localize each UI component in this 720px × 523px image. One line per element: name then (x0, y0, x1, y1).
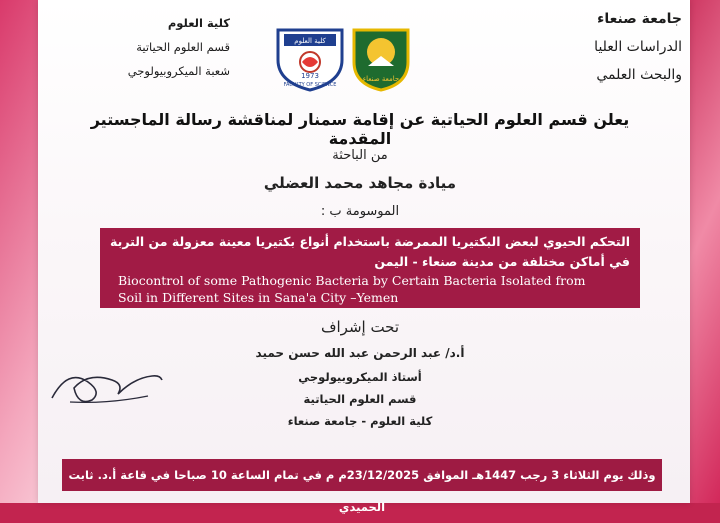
thesis-title-en-2: Soil in Different Sites in Sana'a City –Yemen (118, 290, 399, 305)
scientific-research: والبحث العلمي (596, 67, 682, 83)
faculty-of-science-logo (272, 26, 348, 96)
from-label: من الباحثة (332, 148, 388, 163)
thesis-title-ar-1: التحكم الحيوي لبعض البكتيريا الممرضة باستخدام أنواع بكتيريا معينة معزولة من التربة (110, 234, 630, 249)
logo-university-text: جامعة صنعاء (362, 75, 400, 83)
logo-year: 1973 (301, 72, 319, 80)
thesis-title-en-1: Biocontrol of some Pathogenic Bacteria by Certain Bacteria Isolated from (118, 273, 586, 288)
thesis-title-banner (100, 228, 640, 308)
announcement-heading: يعلن قسم العلوم الحياتية عن إقامة سمنار لمناقشة رسالة الماجستير المقدمة (90, 110, 630, 148)
faculty-name: كلية العلوم (167, 16, 230, 30)
titled-label: الموسومة ب : (320, 204, 400, 219)
sanaa-university-logo (350, 26, 412, 96)
supervisor-department: قسم العلوم الحياتية (303, 392, 417, 406)
logo-top-text: كلية العلوم (294, 37, 326, 45)
event-date-footer: وذلك يوم الثلاثاء 3 رجب 1447هـ الموافق 23/12/2025م م في تمام الساعة 10 صباحا في قاعة أ.د. ثابت الحميدي (62, 459, 662, 491)
thesis-title-ar-2: في أماكن مختلفة من مدينة صنعاء - اليمن (374, 254, 630, 269)
department-name: قسم العلوم الحياتية (136, 40, 230, 54)
logo-bottom-text: FACULTY OF SCIENCE (283, 82, 337, 88)
university-name: جامعة صنعاء (597, 11, 682, 27)
supervisor-name: أ.د/ عبد الرحمن عبد الله حسن حميد (255, 346, 465, 360)
supervisor-title: أستاذ الميكروبيولوجي (298, 370, 422, 384)
researcher-name: ميادة مجاهد محمد العضلي (263, 174, 457, 192)
graduate-studies: الدراسات العليا (594, 39, 682, 55)
division-name: شعبة الميكروبيولوجي (127, 64, 230, 78)
supervision-label: تحت إشراف (320, 318, 400, 336)
supervisor-college: كلية العلوم - جامعة صنعاء (287, 414, 433, 428)
handwritten-signature (48, 358, 168, 414)
